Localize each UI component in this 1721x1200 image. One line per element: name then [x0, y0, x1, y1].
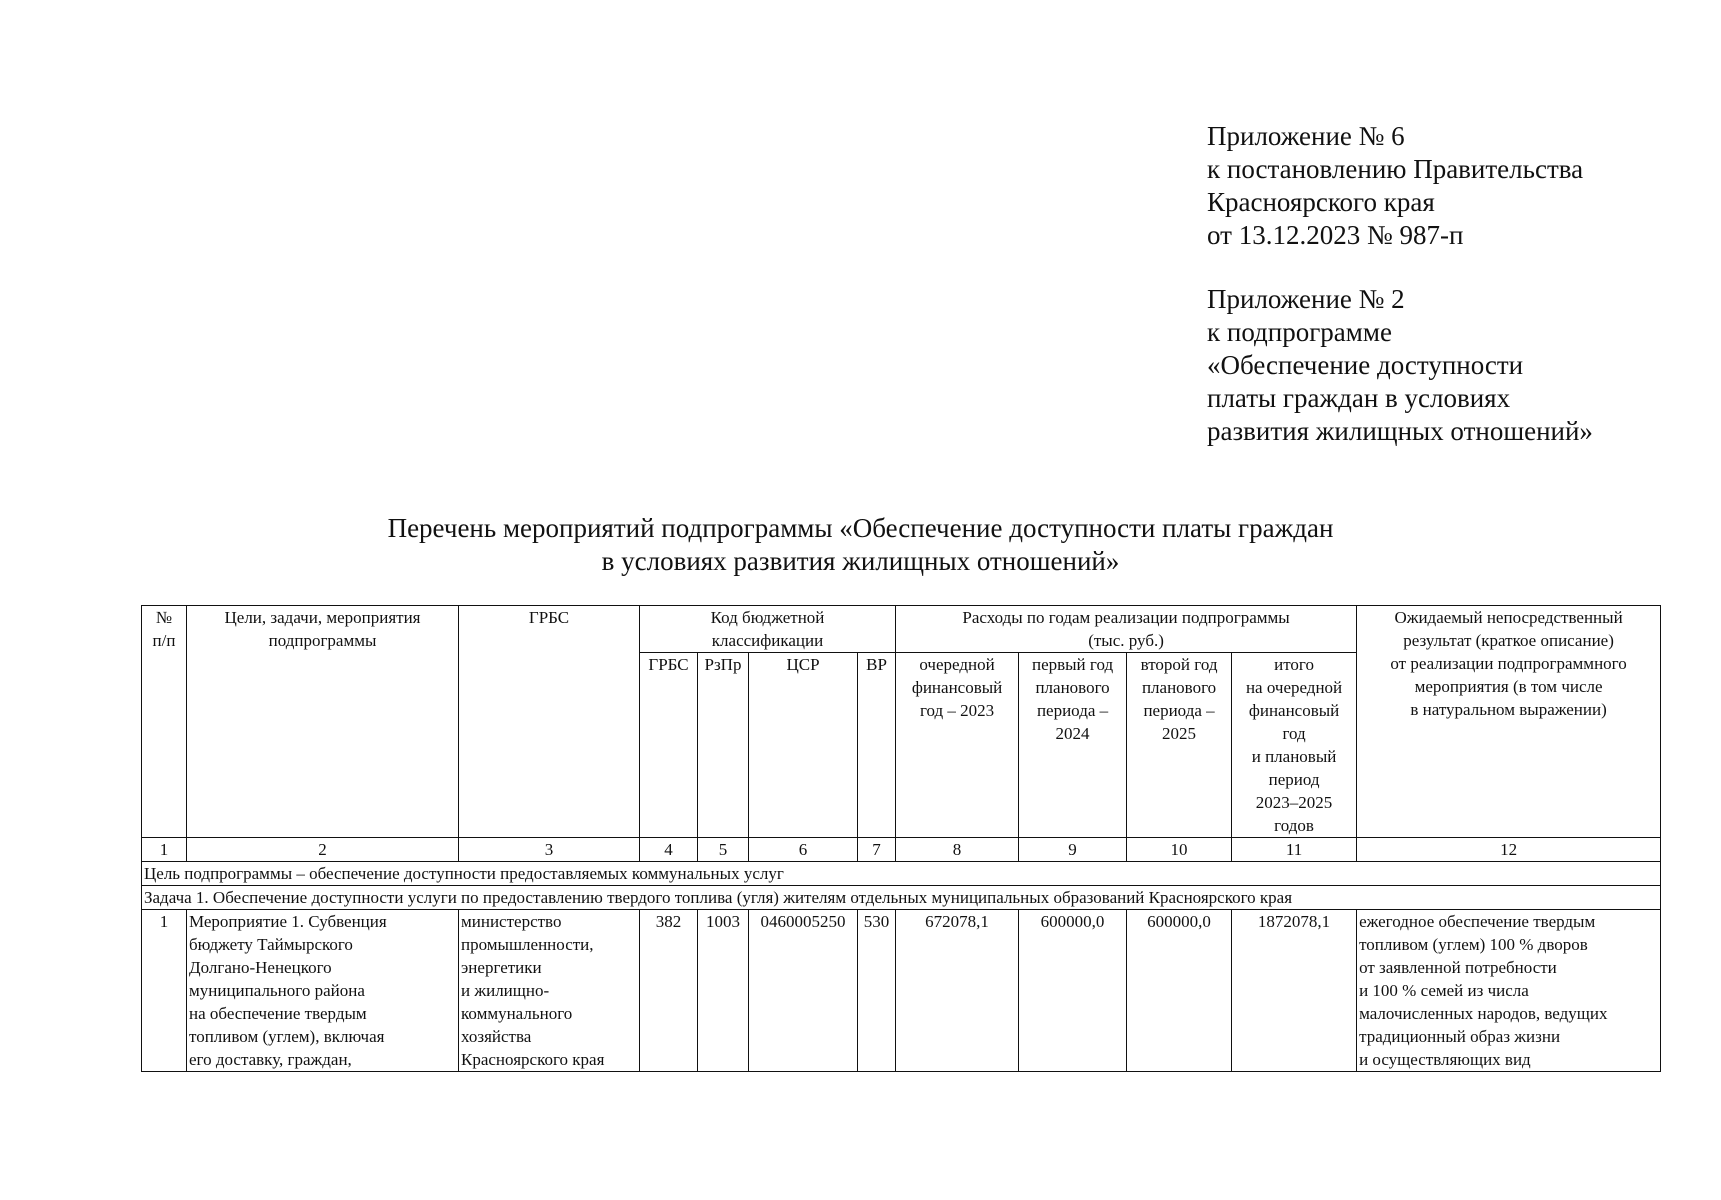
document-title	[0, 512, 1721, 578]
measures-table	[141, 605, 1661, 1072]
appendix-2-line: к подпрограмме	[1207, 317, 1392, 347]
column-number: 7	[858, 838, 896, 862]
row-code-vr: 530	[858, 910, 896, 1072]
appendix-6-line: от 13.12.2023 № 987-п	[1207, 220, 1464, 250]
goal-row	[142, 862, 1661, 886]
row-measure: Мероприятие 1. Субвенция бюджету Таймырского Долгано-Ненецкого муниципального района на обеспечение твердым топливом (углем), включая его доставку, граждан,	[187, 910, 459, 1072]
header-num: № п/п	[142, 606, 187, 838]
header-expenses: Расходы по годам реализации подпрограммы (тыс. руб.)	[896, 606, 1357, 653]
row-num: 1	[142, 910, 187, 1072]
document-title-line-1: Перечень мероприятий подпрограммы «Обеспечение доступности платы граждан	[387, 513, 1334, 543]
header-row-1	[142, 606, 1661, 653]
header-budget-code: Код бюджетной классификации	[640, 606, 896, 653]
appendix-6-line: Приложение № 6	[1207, 121, 1405, 151]
goal-text: Цель подпрограммы – обеспечение доступности предоставляемых коммунальных услуг	[142, 862, 1661, 886]
header-code-rzpr: РзПр	[698, 653, 749, 838]
header-result: Ожидаемый непосредственный результат (краткое описание) от реализации подпрограммного мероприятия (в том числе в натуральном выражении)	[1357, 606, 1661, 838]
row-code-csr: 0460005250	[749, 910, 858, 1072]
header-year-2023: очередной финансовый год – 2023	[896, 653, 1019, 838]
appendix-6-line: Красноярского края	[1207, 187, 1435, 217]
row-total: 1872078,1	[1232, 910, 1357, 1072]
column-number: 4	[640, 838, 698, 862]
document-title-line-2: в условиях развития жилищных отношений»	[601, 546, 1120, 576]
column-number: 10	[1127, 838, 1232, 862]
row-year-2025: 600000,0	[1127, 910, 1232, 1072]
row-code-rzpr: 1003	[698, 910, 749, 1072]
appendix-2-block	[1207, 283, 1593, 448]
column-number: 12	[1357, 838, 1661, 862]
header-year-2025: второй год планового периода – 2025	[1127, 653, 1232, 838]
task-text: Задача 1. Обеспечение доступности услуги по предоставлению твердого топлива (угля) жителям отдельных муниципальных образований Красноярского края	[142, 886, 1661, 910]
table-row	[142, 910, 1661, 1072]
header-code-vr: ВР	[858, 653, 896, 838]
appendix-6-block	[1207, 120, 1583, 252]
header-goals: Цели, задачи, мероприятия подпрограммы	[187, 606, 459, 838]
task-row	[142, 886, 1661, 910]
appendix-2-line: развития жилищных отношений»	[1207, 416, 1593, 446]
row-grbs: министерство промышленности, энергетики и жилищно- коммунального хозяйства Красноярского края	[459, 910, 640, 1072]
row-year-2024: 600000,0	[1019, 910, 1127, 1072]
column-number: 2	[187, 838, 459, 862]
row-result: ежегодное обеспечение твердым топливом (углем) 100 % дворов от заявленной потребности и 100 % семей из числа малочисленных народов, ведущих традиционный образ жизни и осуществляющих вид	[1357, 910, 1661, 1072]
row-year-2023: 672078,1	[896, 910, 1019, 1072]
header-grbs: ГРБС	[459, 606, 640, 838]
column-number: 5	[698, 838, 749, 862]
appendix-6-line: к постановлению Правительства	[1207, 154, 1584, 184]
header-year-2024: первый год планового периода – 2024	[1019, 653, 1127, 838]
column-number: 3	[459, 838, 640, 862]
column-numbers-row	[142, 838, 1661, 862]
appendix-2-line: «Обеспечение доступности	[1207, 350, 1524, 380]
appendix-2-line: платы граждан в условиях	[1207, 383, 1511, 413]
row-code-grbs: 382	[640, 910, 698, 1072]
column-number: 9	[1019, 838, 1127, 862]
column-number: 1	[142, 838, 187, 862]
column-number: 8	[896, 838, 1019, 862]
header-code-csr: ЦСР	[749, 653, 858, 838]
column-number: 11	[1232, 838, 1357, 862]
appendix-2-line: Приложение № 2	[1207, 284, 1405, 314]
column-number: 6	[749, 838, 858, 862]
header-code-grbs: ГРБС	[640, 653, 698, 838]
header-total: итого на очередной финансовый год и плановый период 2023–2025 годов	[1232, 653, 1357, 838]
